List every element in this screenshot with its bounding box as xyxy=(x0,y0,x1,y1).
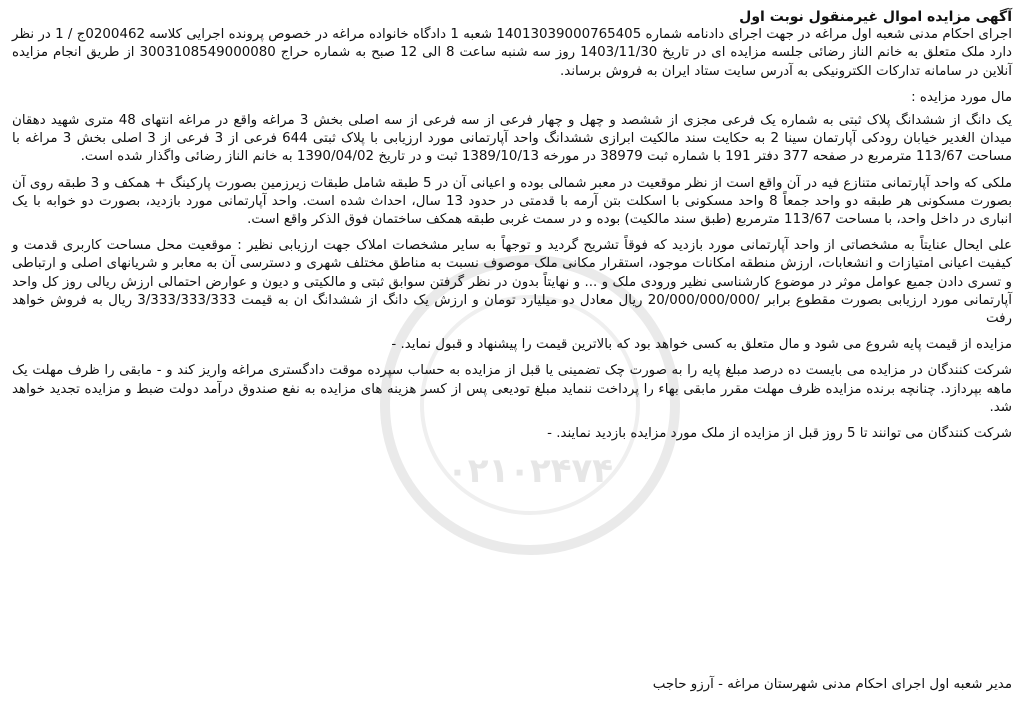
intro-paragraph: اجرای احکام مدنی شعبه اول مراغه در جهت اجرای دادنامه شماره 14013039000765405 شعبه 1 دادگاه خانواده مراغه در خصوص پرونده اجرایی کلاسه 0200462ج / 1 در نظر دارد ملک متعلق به خانم الناز رضائی جلسه مزایده ای در تاریخ 1403/11/30 روز سه شنبه ساعت 8 الی 12 صبح به شماره حراج 3003108549000080 از طریق انجام مزایده آنلاین در سامانه تدارکات الکترونیکی به آدرس سایت ستاد ایران به فروش برساند. xyxy=(12,27,1013,79)
visit-rule-paragraph: شرکت کنندگان می توانند تا 5 روز قبل از مزایده از ملک مورد مزایده بازدید نمایند. - xyxy=(547,426,1012,442)
watermark-stamp-digits: ۰۲۱۰۲۴۷۴ xyxy=(446,451,613,491)
building-description-paragraph: ملکی که واحد آپارتمانی متنازع فیه در آن واقع است از نظر موقعیت در معبر شمالی بوده و اعیانی آن در 5 طبقه شامل طبقات زیرزمین بصورت پارکینگ + همکف و 3 طبقه روی آن بصورت مسکونی هر طبقه دو واحد جمعاً 8 واحد مسکونی با اسکلت بتن آرمه با قدمتی در حدود 13 سال، احداث شده است. واحد آپارتمانی مورد بازدید، بصورت دو خوابه با یک انباری در داخل واحد، با مساحت 113/67 مترمربع (طبق سند مالکیت) بوده و در سمت غربی طبقه همکف ساختمان فوق الذکر واقع است. xyxy=(12,175,1013,228)
valuation-paragraph: علی ایحال عنایتاً به مشخصاتی از واحد آپارتمانی مورد بازدید که فوقاً تشریح گردید و توجهاً به سایر مشخصات املاک جهت ارزیابی نظیر : موقعیت محل مساحت کاربری قدمت و کیفیت اعیانی امتیازات و انشعابات، ارزش منطقه امکانات موجود، استقرار مکانی ملک موصوف نسبت به مناطق مختلف شهری و دسترسی آن به معابر و شریانهای اصلی و ارتباطی و تسری دادن جمیع عوامل موثر در موضوع کارشناسی نظیر ورودی ملک و ... و نهایتاً بدون در نظر گرفتن سوابق ثبتی و مالکیتی و دیون و عوارض احتمالی ارزش ریالی روز کل واحد آپارتمانی مورد ارزیابی بصورت مقطوع برابر /20/000/000/000 ریال معادل دو میلیارد تومان و ارزش یک دانگ از ششدانگ ان به قیمت 3/333/333/333 ریال به فروش خواهد رفت xyxy=(12,238,1013,327)
base-price-rule-paragraph: مزایده از قیمت پایه شروع می شود و مال متعلق به کسی خواهد بود که بالاترین قیمت را پیشنهاد و قبول نماید. - xyxy=(391,337,1012,353)
notice-title: آگهی مزایده اموال غیرمنقول نوبت اول xyxy=(739,9,1012,25)
auction-item-heading: مال مورد مزایده : xyxy=(911,89,1012,105)
property-description-paragraph: یک دانگ از ششدانگ پلاک ثبتی به شماره یک فرعی مجزی از ششصد و چهل و چهار فرعی از سه فرعی از سه اصلی بخش 3 مراغه واقع در مراغه انتهای 48 متری شهید دهقان میدان الغدیر خیابان رودکی آپارتمان سینا 2 به حکایت سند مالکیت ابرازی ششدانگ واحد آپارتمانی مورد ارزیابی با پلاک ثبتی 644 فرعی از 3 فرعی از 3 اصلی بخش 3 مراغه با مساحت 113/67 مترمربع در صفحه 377 دفتر 191 با شماره ثبت 38979 در مورخه 1389/10/13 ثبت و در تاریخ 1390/04/02 به خانم الناز رضائی واگذار شده است. xyxy=(12,113,1012,165)
deposit-rule-paragraph: شرکت کنندگان در مزایده می بایست ده درصد مبلغ پایه را به صورت چک تضمینی یا قبل از مزایده به حساب سپرده موقت دادگستری مراغه واریز کند و - مابقی را ظرف مهلت یک ماهه بپردازد. چنانچه برنده مزایده ظرف مهلت مقرر مابقی بهاء را پرداخت ننماید مبلغ تودیعی پس از کسر هزینه های مزایده به نفع صندوق درآمد دولت ضبط و مزایده تجدید خواهد شد. xyxy=(12,363,1012,415)
signature-line: مدیر شعبه اول اجرای احکام مدنی شهرستان مراغه - آرزو حاجب xyxy=(652,677,1012,692)
